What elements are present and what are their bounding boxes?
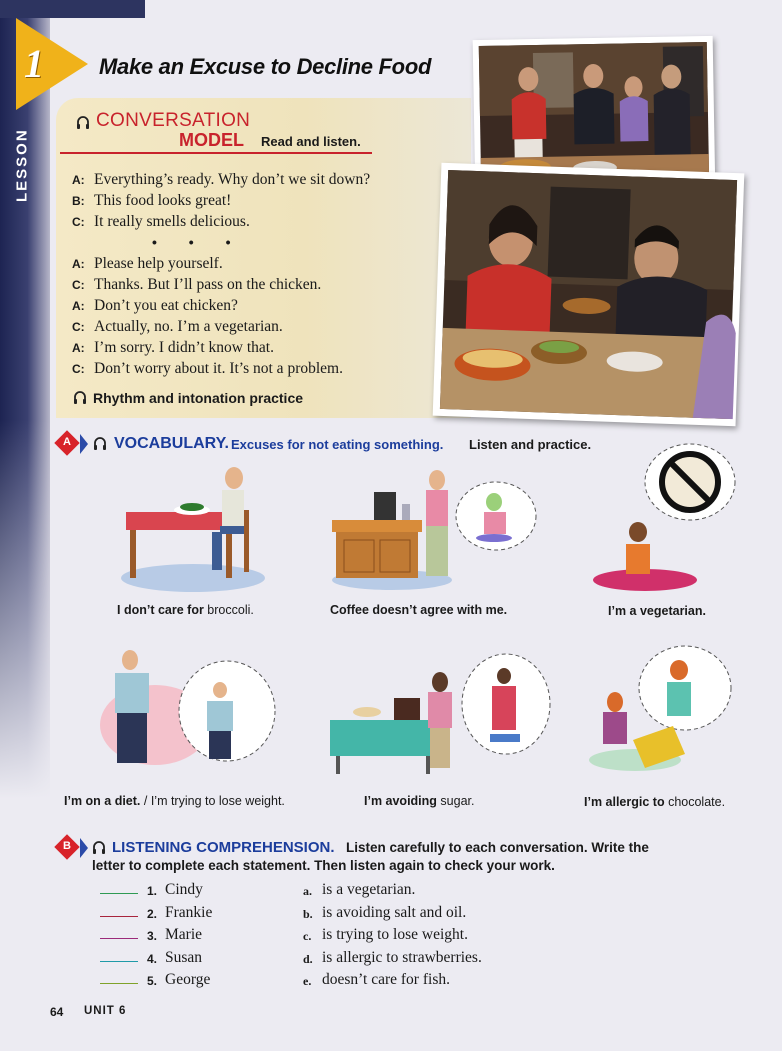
line-text: It really smells delicious. (94, 213, 250, 230)
item-number: 4. (147, 951, 158, 966)
answer-blank[interactable] (100, 938, 138, 939)
headphones-icon[interactable] (93, 437, 107, 450)
option-text: doesn’t care for fish. (322, 971, 450, 988)
headphones-icon[interactable] (76, 116, 90, 129)
section-arrow (80, 838, 88, 858)
model-heading: MODEL (179, 130, 244, 150)
headphones-icon[interactable] (92, 841, 106, 854)
speaker-label: A: (72, 257, 85, 271)
caption-sugar: I’m avoiding sugar. (364, 794, 475, 808)
option-text: is avoiding salt and oil. (322, 903, 467, 921)
answer-blank[interactable] (100, 961, 138, 962)
broccoli-illustration (108, 460, 268, 595)
rhythm-practice: Rhythm and intonation practice (93, 390, 304, 406)
conversation-line (72, 171, 370, 189)
read-and-listen: Read and listen. (261, 134, 361, 149)
item-name: George (165, 971, 211, 988)
line-text: Please help yourself. (94, 255, 223, 272)
line-text: Don’t you eat chicken? (94, 297, 238, 314)
speaker-label: C: (72, 215, 85, 229)
item-name: Susan (165, 948, 203, 966)
option-letter: b. (303, 906, 313, 921)
lesson-label: LESSON (13, 128, 31, 202)
speaker-label: A: (72, 341, 85, 355)
strip-fade (0, 420, 50, 1051)
caption-diet: I’m on a diet. / I’m trying to lose weight. (64, 794, 285, 808)
vocabulary-heading: VOCABULARY. (114, 435, 229, 452)
item-number: 1. (147, 884, 158, 898)
option-letter: c. (303, 929, 312, 943)
speaker-label: A: (72, 299, 85, 313)
listening-instructions-2: letter to complete each statement. Then listen again to check your work. (92, 858, 555, 873)
page-number: 64 (50, 1005, 64, 1019)
conversation-heading: CONVERSATION (96, 110, 251, 131)
line-text: Don’t worry about it. It’s not a problem. (94, 360, 343, 377)
speaker-label: C: (72, 278, 85, 292)
option-letter: a. (303, 884, 312, 898)
headphones-icon[interactable] (73, 391, 87, 404)
conversation-line (72, 192, 231, 210)
thought-bubble-sick (448, 476, 540, 558)
lesson-number: 1 (24, 41, 44, 86)
lesson-title: Make an Excuse to Decline Food (99, 54, 432, 79)
line-text: I’m sorry. I didn’t know that. (94, 339, 274, 356)
item-number: 5. (147, 974, 158, 988)
top-bar (0, 0, 145, 18)
sugar-illustration (322, 668, 472, 778)
option-text: is a vegetarian. (322, 881, 416, 898)
vegetarian-guest-photo (433, 163, 745, 426)
section-b-letter: B (63, 840, 71, 852)
unit-label: UNIT 6 (84, 1005, 127, 1017)
listening-instructions: Listen carefully to each conversation. Write the (346, 840, 649, 855)
line-text: Everything’s ready. Why don’t we sit down? (94, 171, 371, 188)
speaker-label: C: (72, 320, 85, 334)
line-text: Actually, no. I’m a vegetarian. (94, 318, 283, 335)
heading-rule (60, 152, 372, 154)
coffee-illustration (322, 462, 454, 592)
section-a-letter: A (63, 436, 71, 448)
option-text: is allergic to strawberries. (322, 948, 482, 966)
vegetarian-illustration (590, 440, 740, 595)
listening-heading: LISTENING COMPREHENSION. (112, 839, 335, 856)
answer-blank[interactable] (100, 893, 138, 894)
caption-coffee: Coffee doesn’t agree with me. (330, 603, 508, 617)
listen-practice: Listen and practice. (469, 437, 592, 452)
conversation-line (72, 255, 223, 273)
conversation-line (72, 339, 274, 357)
conversation-line (72, 213, 250, 231)
chocolate-illustration (585, 640, 733, 775)
item-name: Cindy (165, 881, 203, 898)
conversation-line (72, 297, 238, 315)
item-number: 3. (147, 929, 158, 943)
conversation-line (72, 318, 283, 336)
conversation-line (72, 360, 343, 378)
conversation-line (72, 276, 321, 294)
diet-illustration (95, 645, 280, 775)
vocabulary-subheading: Excuses for not eating something. (231, 437, 444, 452)
answer-blank[interactable] (100, 916, 138, 917)
caption-chocolate: I’m allergic to chocolate. (584, 795, 726, 809)
caption-broccoli: I don’t care for broccoli. (117, 603, 254, 617)
item-number: 2. (147, 906, 158, 921)
speaker-label: B: (72, 194, 85, 208)
item-name: Marie (165, 926, 203, 943)
dots-separator: • • • (152, 234, 245, 250)
option-text: is trying to lose weight. (322, 926, 468, 943)
section-arrow (80, 434, 88, 454)
speaker-label: C: (72, 362, 85, 376)
caption-vegetarian: I’m a vegetarian. (608, 604, 706, 618)
line-text: Thanks. But I’ll pass on the chicken. (94, 276, 322, 293)
speaker-label: A: (72, 173, 85, 187)
thought-bubble-scale (458, 650, 554, 760)
line-text: This food looks great! (94, 192, 232, 209)
option-letter: e. (303, 974, 312, 988)
item-name: Frankie (165, 903, 213, 921)
option-letter: d. (303, 951, 313, 966)
answer-blank[interactable] (100, 983, 138, 984)
